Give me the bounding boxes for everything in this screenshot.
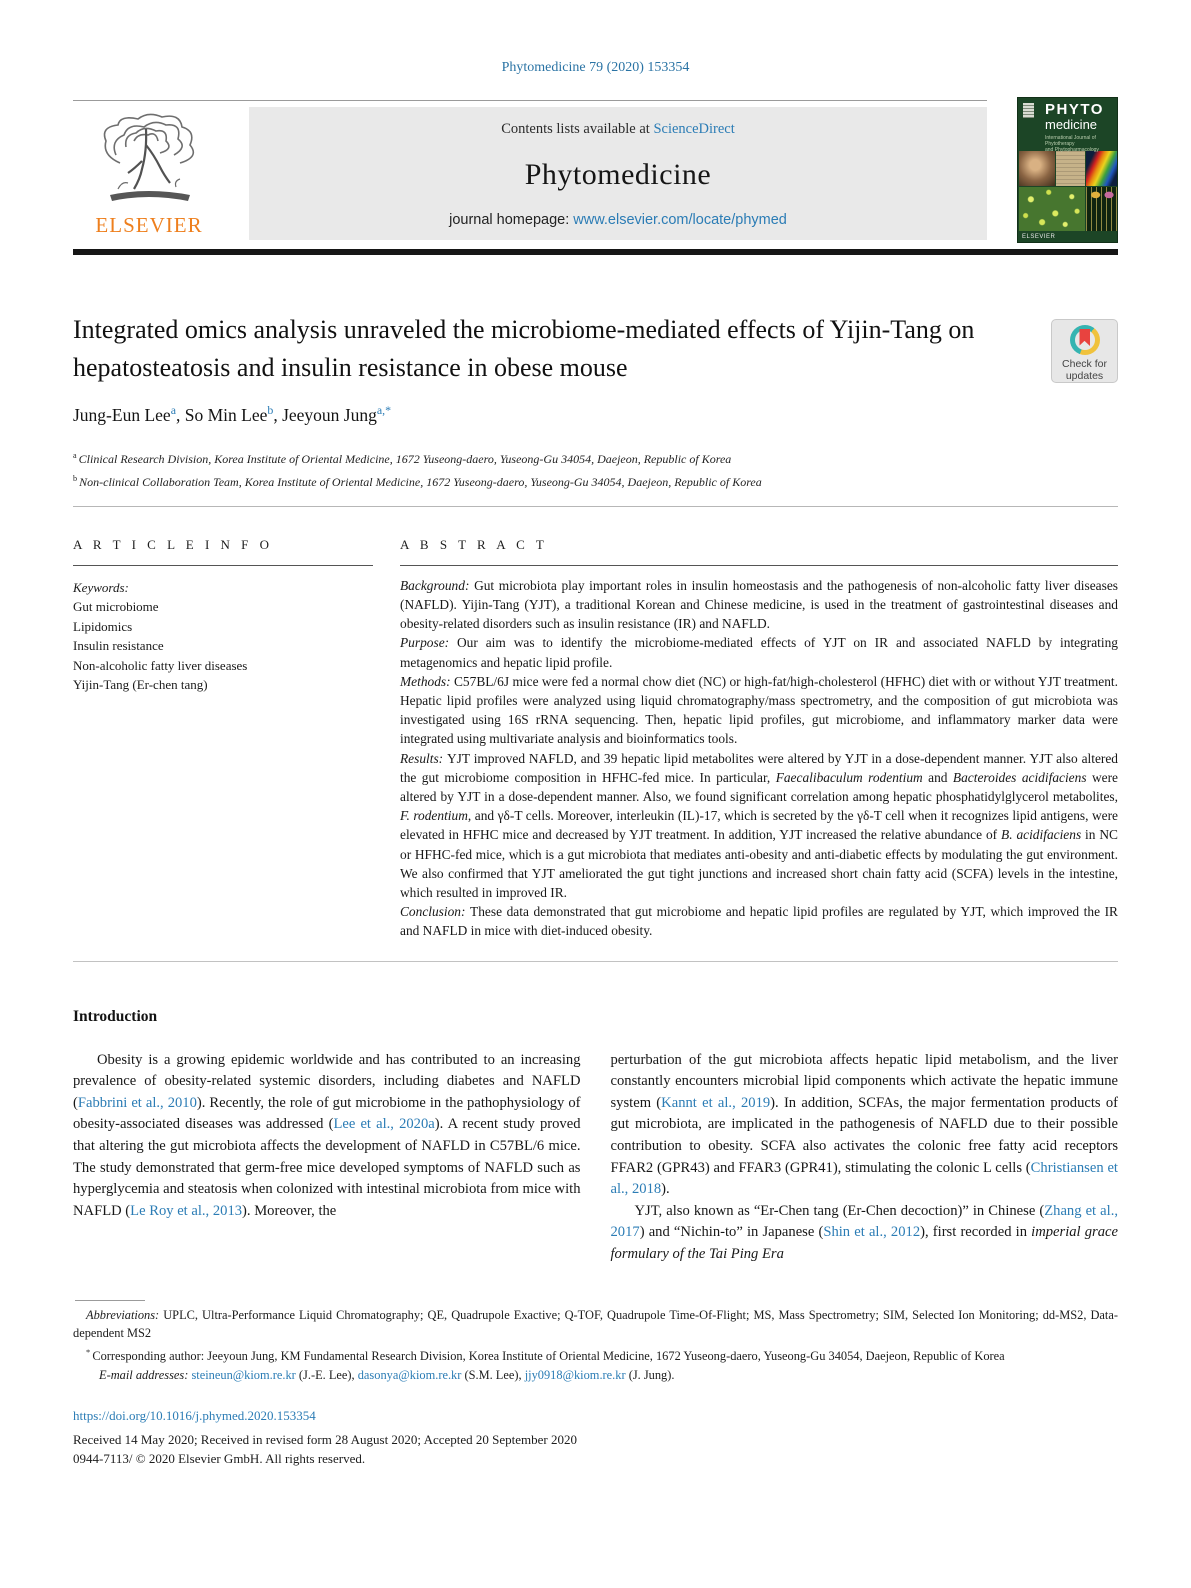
keywords-label: Keywords: [73,579,129,595]
keywords-block [73,578,373,695]
elsevier-tree-icon [90,111,208,211]
cover-footer [1018,231,1117,242]
article-info-column [73,507,373,941]
abstract-conclusion: Conclusion: These data demonstrated that gut microbiome and hepatic lipid profiles are regulated by YJT, which improved the IR and NAFLD in mice with diet-induced obesity. [400,904,1118,939]
journal-cover-thumbnail [1017,97,1118,243]
cover-plants-image [1019,187,1085,231]
abstract-methods: Methods: C57BL/6J mice were fed a normal chow diet (NC) or high-fat/high-cholesterol (HFHC) diet with or without YJT treatment. Hepatic lipid profiles were analyzed using liquid chromatography/mass spectrometry, and the composition of gut microbiota was investigated using 16S rRNA sequencing. Then, hepatic lipid profiles, gut microbiome, and inflammatory marker data were integrated using multivariate analysis and bioinformatics tools. [400,673,1118,747]
intro-paragraph-right-1: perturbation of the gut microbiota affects hepatic lipid metabolism, and the liver constantly encounters microbial lipid components which activate the hepatic immune system (Kannt et al., 2019). In addition, SCFAs, the major fermentation products of gut microbiota, are implicated in the pathogenesis of NAFLD due to their possible contribution to obesity. SCFA also activates the colonic free fatty acid receptors FFAR2 (GPR43) and FFAR3 (GPR41), stimulating the colonic L cells (Christiansen et al., 2018). [610,1051,1118,1198]
email-addresses-note: E-mail addresses: steineun@kiom.re.kr (J.-E. Lee), dasonya@kiom.re.kr (S.M. Lee), jjy0918@kiom.re.kr (J. Jung). [99,1367,675,1382]
cover-collage [1018,150,1117,231]
info-abstract-section [73,507,1118,941]
journal-citation: Phytomedicine 79 (2020) 153354 [501,60,690,75]
footnote-text [73,1306,1118,1385]
abstract-results: Results: YJT improved NAFLD, and 39 hepatic lipid metabolites were altered by YJT in a dose-dependent manner. YJT also altered the gut microbiome composition in HFHC-fed mice. In particular, Faecalibaculum rodentium and Bacteroides acidifaciens were altered by YJT in a dose-dependent manner. Also, we found significant correlation among hepatic phosphatidylglycerol metabolites, F. rodentium, and γδ-T cells. Moreover, interleukin (IL)-17, which is secreted by the γδ-T cell when it recognizes lipid antigens, were elevated in HFHC mice and decreased by YJT treatment. In addition, YJT increased the relative abundance of B. acidifaciens in NC or HFHC-fed mice, which is a gut microbiota that mediates anti-obesity and anti-diabetic effects by modulating the gut environment. We also confirmed that YJT ameliorated the gut tight junctions and increased short chain fatty acid (SCFA) levels in the intestine, which resulted in improved IR. [400,750,1118,901]
article-info-heading: A R T I C L E I N F O [73,536,274,552]
check-for-updates-label: Check for updates [1062,358,1107,382]
keyword-item: Insulin resistance [73,638,164,654]
affiliations [73,446,1118,492]
header-divider-bar [73,249,1118,255]
contents-prefix: Contents lists available at [501,121,654,137]
cover-subtitle [1045,135,1112,153]
keyword-item: Yijin-Tang (Er-chen tang) [73,677,208,693]
right-column [611,1050,1119,1266]
cover-title-phyto: PHYTO [1045,101,1104,118]
journal-header-left [73,100,987,240]
abstract-heading: A B S T R A C T [400,536,548,552]
keyword-item: Gut microbiome [73,599,159,615]
received-dates: Received 14 May 2020; Received in revised form 28 August 2020; Accepted 20 September 2020 [73,1432,577,1448]
author-list: Jung-Eun Lee$^a$, So Min Lee$^b$, Jeeyoun Jung$^{a,*}$ [73,403,392,425]
abstract-text [400,576,1118,941]
cover-publisher-text: ELSEVIER [1022,233,1056,240]
cover-subtitle-line1: International Journal of Phytotherapy [1045,135,1096,147]
journal-title: Phytomedicine [524,158,712,191]
elsevier-wordmark: ELSEVIER [95,213,203,237]
cover-spectra-image [1086,187,1118,231]
journal-homepage-link[interactable]: www.elsevier.com/locate/phymed [573,212,787,228]
copyright-line: 0944-7113/ © 2020 Elsevier GmbH. All rights reserved. [73,1451,366,1467]
journal-homepage-line [449,212,787,228]
doi-link[interactable]: https://doi.org/10.1016/j.phymed.2020.153354 [73,1408,316,1424]
body-columns [73,1050,1118,1266]
intro-paragraph-left: Obesity is a growing epidemic worldwide and has contributed to an increasing prevalence of obesity-related systemic disorders, including diabetes and NAFLD (Fabbrini et al., 2010). Recently, the role of gut microbiome in the pathophysiology of obesity-associated diseases was addressed (Lee et al., 2020a). A recent study proved that altering the gut microbiota affects the development of NAFLD in C57BL/6 mice. The study demonstrated that germ-free mice developed symptoms of NAFLD such as hyperglycemia and steatosis when colonized with intestinal microbiota from mice with NAFLD (Le Roy et al., 2013). Moreover, the [73,1051,581,1219]
crossmark-icon [1070,325,1100,355]
article-info-rule [73,565,373,566]
homepage-prefix: journal homepage: [449,212,574,228]
corresponding-author-note: * Corresponding author: Jeeyoun Jung, KM Fundamental Research Division, Korea Institute of Oriental Medicine, 1672 Yuseong-daero, Yuseong-Gu 34054, Daejeon, Republic of Korea [86,1346,1005,1363]
abbreviations-note: Abbreviations: UPLC, Ultra-Performance Liquid Chromatography; QE, Quadrupole Exactive; Q-TOF, Quadrupole Time-Of-Flight; MS, Mass Spectrometry; SIM, Selected Ion Monitoring; dd-MS2, Data-dependent MS2 [73,1307,1118,1341]
abstract-background: Background: Gut microbiota play important roles in insulin homeostasis and the pathogenesis of non-alcoholic fatty liver diseases (NAFLD). Yijin-Tang (YJT), a traditional Korean and Chinese medicine, is used in the treatment of gastrointestinal diseases and obesity-related disorders such as insulin resistance (IR) and NAFLD. [400,577,1118,632]
abstract-rule [400,565,1118,566]
contents-list-line [501,121,735,138]
elsevier-logo [73,107,225,240]
cover-emblem-icon [1023,103,1034,118]
keyword-item: Lipidomics [73,618,133,634]
title-row [73,311,1118,387]
cover-subtitle-line2: and Phytopharmacology [1045,147,1099,153]
abstract-bottom-divider [73,961,1118,962]
cover-title-medicine: medicine [1045,117,1098,132]
cover-bookpage-image [1056,151,1085,186]
footnote-rule [75,1300,145,1301]
keyword-item: Non-alcoholic fatty liver diseases [73,657,248,673]
introduction-heading: Introduction [73,1007,158,1025]
cover-top [1018,98,1117,153]
left-column [73,1050,581,1266]
check-for-updates-badge[interactable] [1051,319,1118,383]
cover-3d-chart-image [1086,151,1118,186]
doi-line [73,1408,1118,1424]
abstract-column [400,507,1118,941]
journal-header [73,100,1118,243]
affiliation-a: $^a$ Clinical Research Division, Korea Institute of Oriental Medicine, 1672 Yuseong-daero, Yuseong-Gu 34054, Daejeon, Republic of Korea [73,450,732,466]
footnote-block [73,1300,1118,1468]
abstract-purpose: Purpose: Our aim was to identify the microbiome-mediated effects of YJT on IR and associated NAFLD by integrating metagenomics and hepatic lipid profile. [400,635,1118,670]
cover-portrait-image [1019,151,1055,186]
journal-banner [249,107,987,240]
affiliation-b: $^b$ Non-clinical Collaboration Team, Korea Institute of Oriental Medicine, 1672 Yuseong-daero, Yuseong-Gu 34054, Daejeon, Republic of Korea [73,473,762,489]
crossmark-ribbon-icon [1079,329,1090,346]
intro-paragraph-right-2: YJT, also known as “Er-Chen tang (Er-Chen decoction)” in Chinese (Zhang et al., 2017) and “Nichin-to” in Japanese (Shin et al., 2012), first recorded in imperial grace formulary of the Tai Ping Era [610,1202,1118,1263]
article-title: Integrated omics analysis unraveled the microbiome-mediated effects of Yijin-Tang on hepatosteatosis and insulin resistance in obese mouse [73,315,975,382]
sciencedirect-link[interactable]: ScienceDirect [653,121,735,137]
